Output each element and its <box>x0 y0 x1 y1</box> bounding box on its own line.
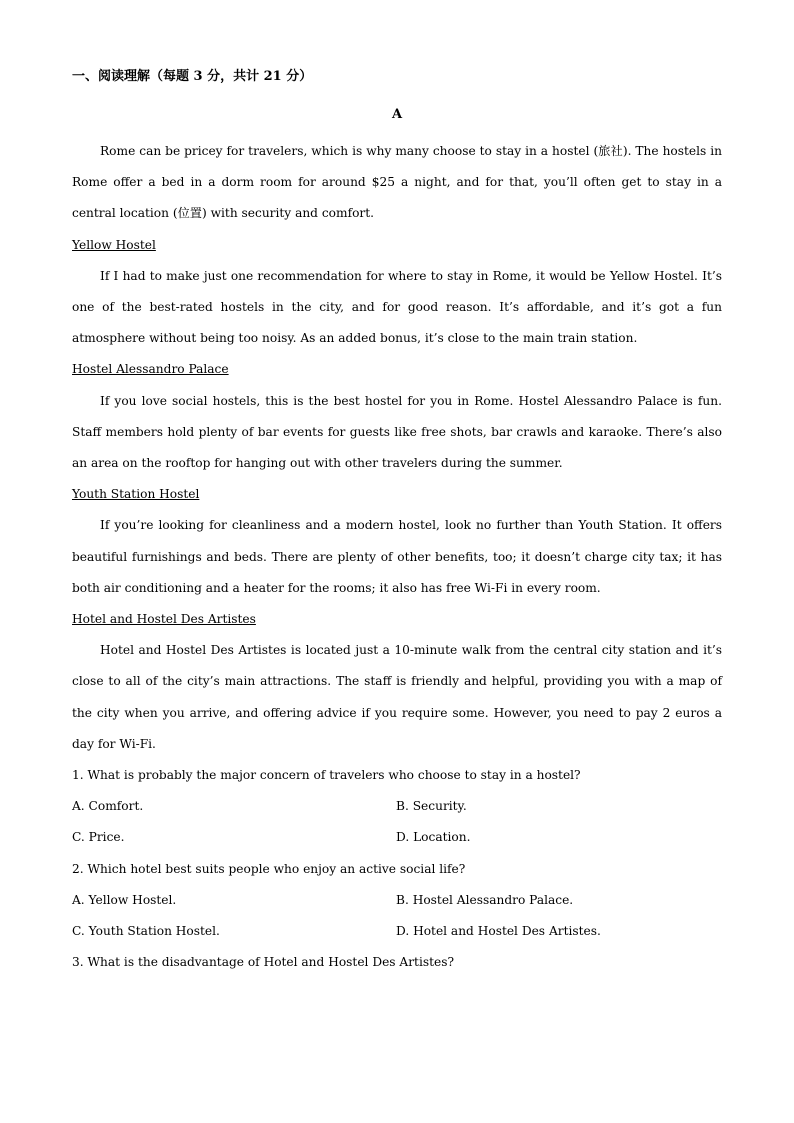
hostel-heading: Yellow Hostel <box>72 237 156 252</box>
hostel-heading: Hostel Alessandro Palace <box>72 362 229 377</box>
option-a[interactable]: A. Comfort. <box>72 799 144 814</box>
hostel-description: If I had to make just one recommendation for where to stay in Rome, it would be Yellow Hostel. It’s one of the best-rated hostels in the city, and for good reason. It’s affordable, and it’s got a fun atmosphere without being too noisy. As an added bonus, it’s close to the main train station. <box>72 268 722 346</box>
option-c[interactable]: C. Price. <box>72 830 125 845</box>
option-d[interactable]: D. Hotel and Hostel Des Artistes. <box>396 924 601 939</box>
question-1-options <box>72 791 722 853</box>
question-2: 2. Which hotel best suits people who enjoy an active social life? <box>72 861 466 876</box>
question-3: 3. What is the disadvantage of Hotel and Hostel Des Artistes? <box>72 955 455 970</box>
option-b[interactable]: B. Security. <box>396 799 467 814</box>
question-2-options <box>72 885 722 947</box>
hostel-heading: Youth Station Hostel <box>72 487 200 502</box>
hostel-heading: Hotel and Hostel Des Artistes <box>72 612 256 627</box>
hostel-description: Hotel and Hostel Des Artistes is located just a 10-minute walk from the central city station and it’s close to all of the city’s main attractions. The staff is friendly and helpful, providing you with a map of the city when you arrive, and offering advice if you require some. However, you need to pay 2 euros a day for Wi-Fi. <box>72 643 722 751</box>
passage-label: A <box>391 107 403 122</box>
hostel-description: If you love social hostels, this is the best hostel for you in Rome. Hostel Alessandro Palace is fun. Staff members hold plenty of bar events for guests like free shots, bar crawls and karaoke. There’s also an area on the rooftop for hanging out with other travelers during the summer. <box>72 393 722 471</box>
option-c[interactable]: C. Youth Station Hostel. <box>72 924 220 939</box>
hostel-description: If you’re looking for cleanliness and a modern hostel, look no further than Youth Station. It offers beautiful furnishings and beds. There are plenty of other benefits, too; it doesn’t charge city tax; it has both air conditioning and a heater for the rooms; it also has free Wi-Fi in every room. <box>72 518 722 595</box>
section-title: 一、阅读理解（每题 3 分，共计 21 分） <box>72 69 313 84</box>
option-b[interactable]: B. Hostel Alessandro Palace. <box>396 892 574 907</box>
option-a[interactable]: A. Yellow Hostel. <box>72 892 177 907</box>
question-1: 1. What is probably the major concern of travelers who choose to stay in a hostel? <box>72 768 581 783</box>
option-d[interactable]: D. Location. <box>396 830 471 845</box>
intro-paragraph: Rome can be pricey for travelers, which is why many choose to stay in a hostel (旅社). The hostels in Rome offer a bed in a dorm room for around $25 a night, and for that, you’ll often get to stay in a central location (位置) with security and comfort. <box>72 144 722 221</box>
document-page <box>72 60 722 978</box>
